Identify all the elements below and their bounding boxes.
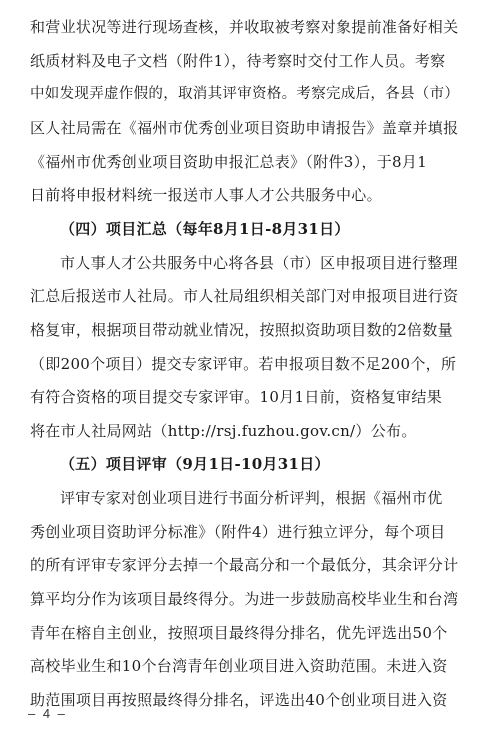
paragraph-line-7: 市人事人才公共服务中心将各县（市）区申报项目进行整理 — [60, 254, 458, 272]
paragraph-line-1: 和营业状况等进行现场查核，并收取被考察对象提前准备好相关 — [30, 18, 459, 36]
section-heading-4: （四）项目汇总（每年8月1日-8月31日） — [60, 220, 350, 238]
paragraph-line-19: 助范围项目再按照最终得分排名，评选出40个创业项目进入资 — [30, 691, 448, 709]
paragraph-line-12: 将在市人社局网站（http://rsj.fuzhou.gov.cn/）公布。 — [30, 422, 417, 440]
paragraph-line-9: 格复审，根据项目带动就业情况，按照拟资助项目数的2倍数量 — [30, 321, 453, 339]
paragraph-line-11: 有符合资格的项目提交专家评审。10月1日前，资格复审结果 — [30, 388, 443, 406]
paragraph-line-2: 纸质材料及电子文档（附件1），待考察时交付工作人员。考察 — [30, 52, 446, 70]
paragraph-line-14: 秀创业项目资助评分标准》（附件4）进行独立评分，每个项目 — [30, 523, 446, 541]
paragraph-line-17: 青年在榕自主创业，按照项目最终得分排名，优先评选出50个 — [30, 624, 448, 642]
section-heading-5: （五）项目评审（9月1日-10月31日） — [60, 455, 330, 473]
paragraph-line-5: 《福州市优秀创业项目资助申报汇总表》（附件3），于8月1 — [30, 153, 428, 171]
paragraph-line-6: 日前将申报材料统一报送市人事人才公共服务中心。 — [30, 186, 382, 204]
paragraph-line-13: 评审专家对创业项目进行书面分析评判，根据《福州市优 — [60, 489, 443, 507]
paragraph-line-4: 区人社局需在《福州市优秀创业项目资助申请报告》盖章并填报 — [30, 119, 459, 137]
paragraph-line-3: 中如发现弄虚作假的，取消其评审资格。考察完成后，各县（市） — [30, 86, 460, 102]
page-number: – 4 – — [28, 706, 67, 721]
paragraph-line-16: 算平均分作为该项目最终得分。为进一步鼓励高校毕业生和台湾 — [30, 590, 459, 608]
paragraph-line-8: 汇总后报送市人社局。市人社局组织相关部门对申报项目进行资 — [30, 287, 459, 305]
paragraph-line-18: 高校毕业生和10个台湾青年创业项目进入资助范围。未进入资 — [30, 657, 448, 675]
paragraph-line-10: （即200个项目）提交专家评审。若申报项目数不足200个，所 — [30, 355, 457, 373]
paragraph-line-15: 的所有评审专家评分去掉一个最高分和一个最低分，其余评分计 — [30, 556, 459, 574]
